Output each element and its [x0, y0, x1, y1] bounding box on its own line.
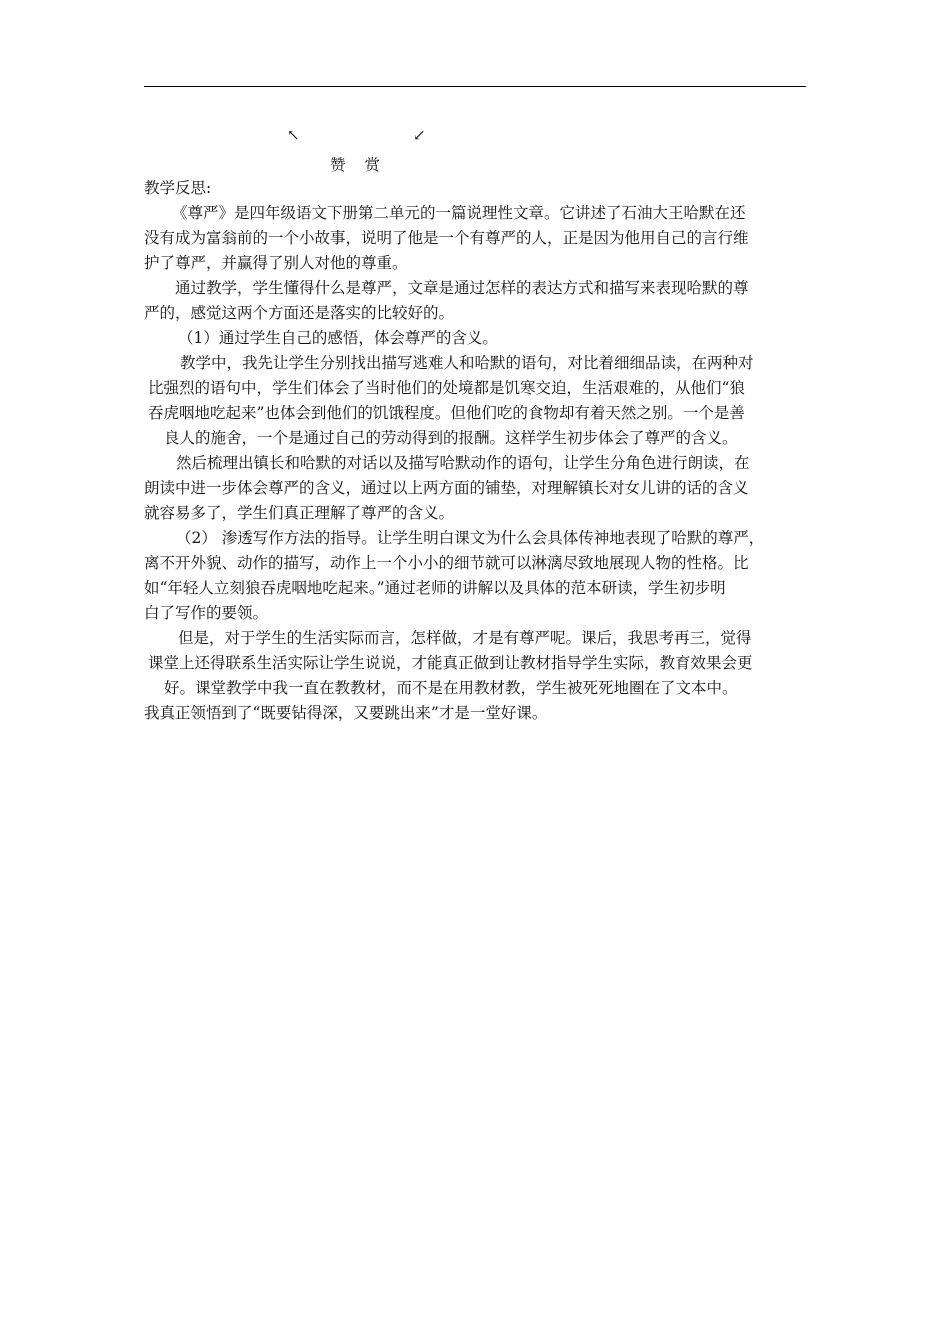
reflection-heading: 教学反思: [144, 179, 212, 197]
text-line: 离不开外貌、动作的描写，动作上一个小小的细节就可以淋漓尽致地展现人物的性格。比 [144, 554, 749, 572]
arrow-up-left-icon: ↖ [287, 126, 300, 144]
text-line: 但是，对于学生的生活实际而言，怎样做，才是有尊严呢。课后，我思考再三，觉得 [178, 629, 752, 647]
section-heading: （1）通过学生自己的感悟，体会尊严的含义。 [178, 329, 498, 347]
text-line: 然后梳理出镇长和哈默的对话以及描写哈默动作的语句，让学生分角色进行朗读，在 [176, 454, 750, 472]
text-line: 我真正领悟到了“既要钻得深，又要跳出来”才是一堂好课。 [144, 704, 548, 722]
arrow-down-left-icon: ↙ [413, 126, 426, 144]
text-line: 吞虎咽地吃起来”也体会到他们的饥饿程度。但他们吃的食物却有着天然之别。一个是善 [148, 404, 745, 422]
text-line: 白了写作的要领。 [144, 604, 269, 622]
text-line: 《尊严》是四年级语文下册第二单元的一篇说理性文章。它讲述了石油大王哈默在还 [172, 204, 746, 222]
diagram-label: 赞赏 [330, 156, 400, 174]
text-line: 如“年轻人立刻狼吞虎咽地吃起来。”通过老师的讲解以及具体的范本研读，学生初步明 [144, 579, 726, 597]
text-line: 课堂上还得联系生活实际让学生说说，才能真正做到让教材指导学生实际，教育效果会更 [148, 654, 753, 672]
text-line: 护了尊严，并赢得了别人对他的尊重。 [144, 254, 408, 272]
section-heading: （2） 渗透写作方法的指导。让学生明白课文为什么会具体传神地表现了哈默的尊严， [176, 529, 765, 547]
text-line: 朗读中进一步体会尊严的含义，通过以上两方面的铺垫，对理解镇长对女儿讲的话的含义 [144, 479, 749, 497]
text-line: 就容易多了，学生们真正理解了尊严的含义。 [144, 504, 455, 522]
text-line: 良人的施舍，一个是通过自己的劳动得到的报酬。这样学生初步体会了尊严的含义。 [164, 429, 738, 447]
text-line: 通过教学，学生懂得什么是尊严，文章是通过怎样的表达方式和描写来表现哈默的尊 [175, 279, 749, 297]
text-line: 没有成为富翁前的一个小故事，说明了他是一个有尊严的人，正是因为他用自己的言行维 [144, 229, 749, 247]
text-line: 教学中，我先让学生分别找出描写逃难人和哈默的语句，对比着细细品读，在两种对 [180, 354, 754, 372]
header-rule [144, 86, 806, 87]
text-line: 比强烈的语句中，学生们体会了当时他们的处境都是饥寒交迫，生活艰难的，从他们“狼 [148, 379, 745, 397]
text-line: 好。课堂教学中我一直在教教材，而不是在用教材教，学生被死死地圈在了文本中。 [164, 679, 738, 697]
text-line: 严的，感觉这两个方面还是落实的比较好的。 [144, 304, 455, 322]
